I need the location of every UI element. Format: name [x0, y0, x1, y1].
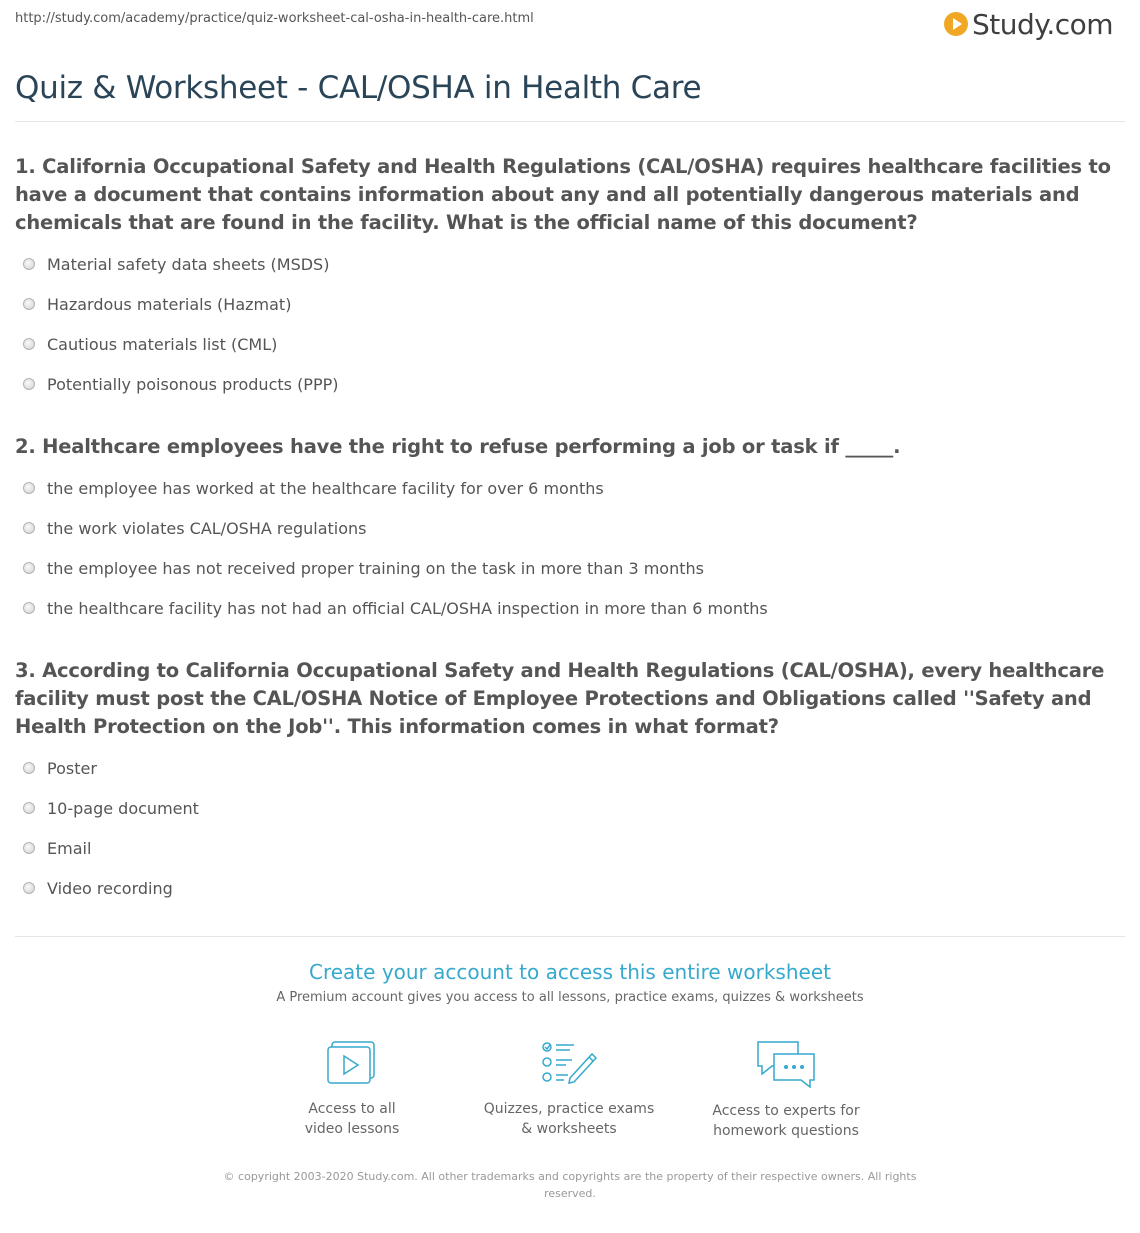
radio-button[interactable] [23, 298, 35, 310]
radio-button[interactable] [23, 562, 35, 574]
question-2-text: 2. Healthcare employees have the right to refuse performing a job or task if _____. [15, 435, 901, 458]
feature-label: Quizzes, practice exams & worksheets [483, 1101, 655, 1137]
radio-button[interactable] [23, 882, 35, 894]
answer-option[interactable] [23, 876, 173, 900]
option-label: the work violates CAL/OSHA regulations [47, 518, 367, 538]
answer-option[interactable] [23, 332, 277, 356]
feature-video-lessons [252, 1040, 452, 1139]
answer-option[interactable] [23, 756, 97, 780]
option-label: Poster [47, 758, 97, 778]
answer-option[interactable] [23, 516, 366, 540]
page-url: http://study.com/academy/practice/quiz-worksheet-cal-osha-in-health-care.html [15, 11, 534, 26]
answer-option[interactable] [23, 252, 329, 276]
option-label: Material safety data sheets (MSDS) [47, 254, 330, 274]
option-label: Potentially poisonous products (PPP) [47, 374, 339, 394]
video-lesson-icon [326, 1040, 378, 1086]
answer-option[interactable] [23, 836, 91, 860]
option-label: Hazardous materials (Hazmat) [47, 294, 292, 314]
feature-label: Access to experts for homework questions [712, 1103, 860, 1139]
radio-button[interactable] [23, 522, 35, 534]
radio-button[interactable] [23, 378, 35, 390]
question-1-text: 1. California Occupational Safety and Health Regulations (CAL/OSHA) requires healthcare facilities to have a document that contains information about any and all potentially dangerous materials and chemicals that are found in the facility. What is the official name of this document? [15, 155, 1111, 234]
option-label: Email [47, 838, 92, 858]
option-label: 10-page document [47, 798, 199, 818]
question-3-text: 3. According to California Occupational Safety and Health Regulations (CAL/OSHA), every healthcare facility must post the CAL/OSHA Notice of Employee Protections and Obligations called ''Safety and Health Protection on the Job''. This information comes in what format? [15, 659, 1105, 738]
radio-button[interactable] [23, 258, 35, 270]
feature-quizzes [469, 1040, 669, 1139]
quiz-checklist-icon [540, 1040, 598, 1086]
logo-text: Study.com [972, 7, 1114, 41]
radio-button[interactable] [23, 762, 35, 774]
option-label: Video recording [47, 878, 173, 898]
feature-experts [686, 1040, 886, 1141]
copyright: © copyright 2003-2020 Study.com. All other trademarks and copyrights are the property of their respective owners. All rights reserved. [223, 1170, 917, 1200]
radio-button[interactable] [23, 802, 35, 814]
page-title: Quiz & Worksheet - CAL/OSHA in Health Care [15, 70, 702, 106]
chat-bubbles-icon [754, 1040, 818, 1088]
option-label: the employee has worked at the healthcare facility for over 6 months [47, 478, 604, 498]
divider [15, 936, 1125, 937]
feature-label: Access to all video lessons [304, 1101, 400, 1137]
radio-button[interactable] [23, 842, 35, 854]
study-logo[interactable] [944, 6, 1113, 42]
radio-button[interactable] [23, 338, 35, 350]
create-account-link[interactable]: Create your account to access this entire worksheet [309, 960, 831, 984]
divider [15, 121, 1125, 122]
radio-button[interactable] [23, 482, 35, 494]
answer-option[interactable] [23, 476, 604, 500]
answer-option[interactable] [23, 372, 339, 396]
answer-option[interactable] [23, 596, 768, 620]
answer-option[interactable] [23, 556, 704, 580]
option-label: the healthcare facility has not had an official CAL/OSHA inspection in more than 6 months [47, 598, 768, 618]
cta-subtitle: A Premium account gives you access to all lessons, practice exams, quizzes & worksheets [276, 990, 864, 1005]
play-circle-icon [944, 12, 968, 36]
answer-option[interactable] [23, 796, 199, 820]
radio-button[interactable] [23, 602, 35, 614]
option-label: the employee has not received proper training on the task in more than 3 months [47, 558, 704, 578]
option-label: Cautious materials list (CML) [47, 334, 278, 354]
answer-option[interactable] [23, 292, 291, 316]
